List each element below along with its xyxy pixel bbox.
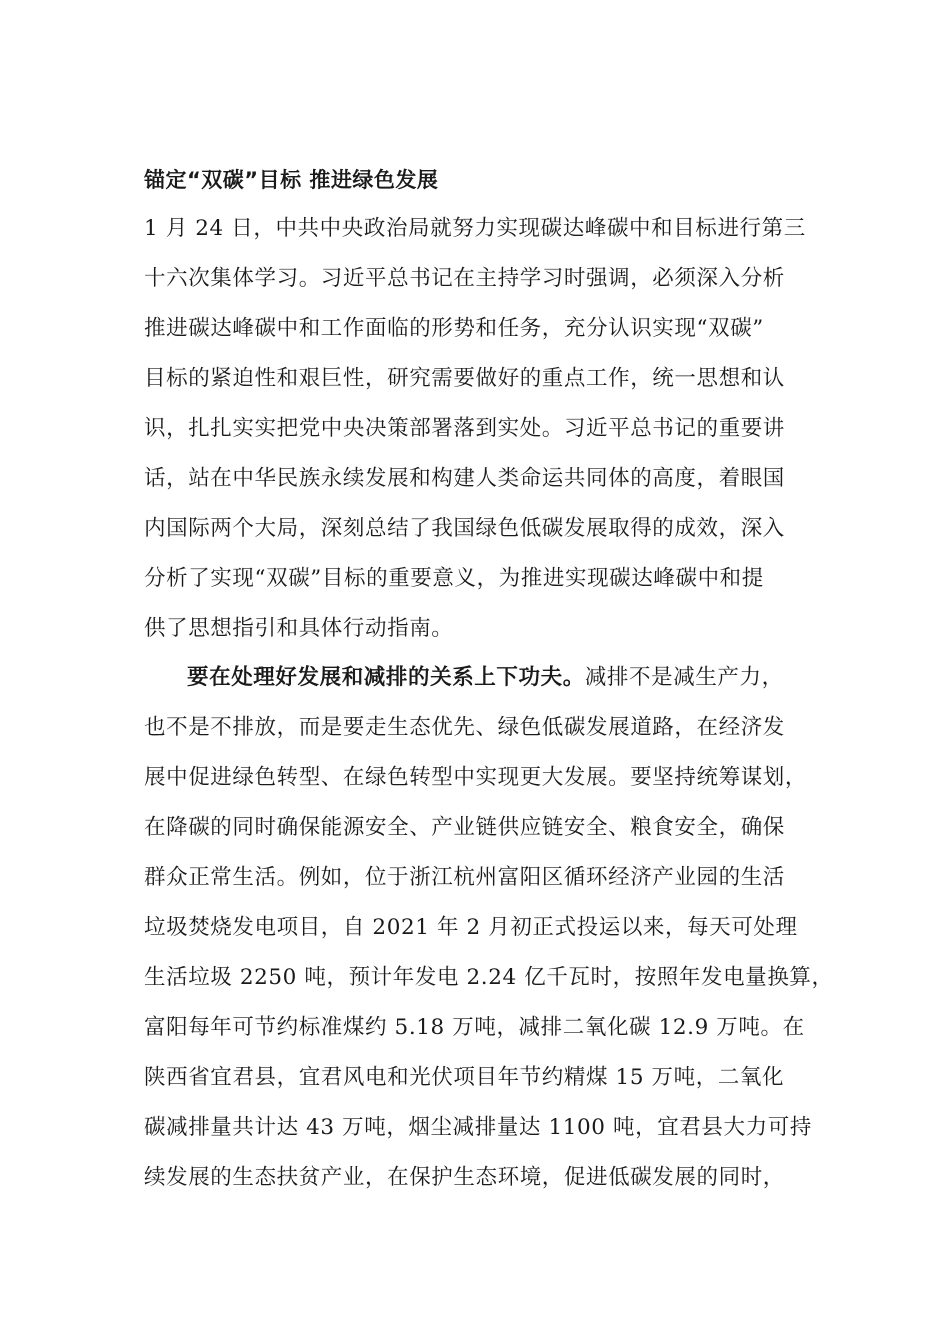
paragraph-1-line: 话，站在中华民族永续发展和构建人类命运共同体的高度，着眼国 [144,466,785,491]
paragraph-2-line: 生活垃圾 2250 吨，预计年发电 2.24 亿千瓦时，按照年发电量换算， [144,965,834,990]
paragraph-2-lead-sentence: 要在处理好发展和减排的关系上下功夫。 [187,665,585,690]
paragraph-2-line: 续发展的生态扶贫产业，在保护生态环境，促进低碳发展的同时， [144,1165,785,1190]
paragraph-2-line: 富阳每年可节约标准煤约 5.18 万吨，减排二氧化碳 12.9 万吨。在 [144,1015,805,1040]
paragraph-2-line: 垃圾焚烧发电项目，自 2021 年 2 月初正式投运以来，每天可处理 [144,915,798,940]
paragraph-2-line: 陕西省宜君县，宜君风电和光伏项目年节约精煤 15 万吨，二氧化 [144,1065,785,1090]
paragraph-1-line: 内国际两个大局，深刻总结了我国绿色低碳发展取得的成效，深入 [144,516,785,541]
paragraph-1-line: 推进碳达峰碳中和工作面临的形势和任务，充分认识实现“双碳” [144,316,764,341]
paragraph-2-first-line [187,662,784,694]
paragraph-2-first-line-text: 减排不是减生产力， [584,665,784,690]
paragraph-2-line: 也不是不排放，而是要走生态优先、绿色低碳发展道路，在经济发 [144,715,785,740]
paragraph-2-line: 群众正常生活。例如，位于浙江杭州富阳区循环经济产业园的生活 [144,865,785,890]
paragraph-1-line: 识，扎扎实实把党中央决策部署落到实处。习近平总书记的重要讲 [144,416,785,441]
paragraph-1-line: 目标的紧迫性和艰巨性，研究需要做好的重点工作，统一思想和认 [144,366,785,391]
paragraph-1-line: 1 月 24 日，中共中央政治局就努力实现碳达峰碳中和目标进行第三 [144,216,806,241]
paragraph-2-line: 在降碳的同时确保能源安全、产业链供应链安全、粮食安全，确保 [144,815,785,840]
paragraph-1-line: 供了思想指引和具体行动指南。 [144,616,454,641]
paragraph-1-line: 分析了实现“双碳”目标的重要意义，为推进实现碳达峰碳中和提 [144,566,764,591]
document-title: 锚定“双碳”目标 推进绿色发展 [144,168,439,192]
paragraph-2-line: 展中促进绿色转型、在绿色转型中实现更大发展。要坚持统筹谋划， [144,765,808,790]
paragraph-1-line: 十六次集体学习。习近平总书记在主持学习时强调，必须深入分析 [144,266,785,291]
paragraph-2-line: 碳减排量共计达 43 万吨，烟尘减排量达 1100 吨，宜君县大力可持 [144,1115,812,1140]
